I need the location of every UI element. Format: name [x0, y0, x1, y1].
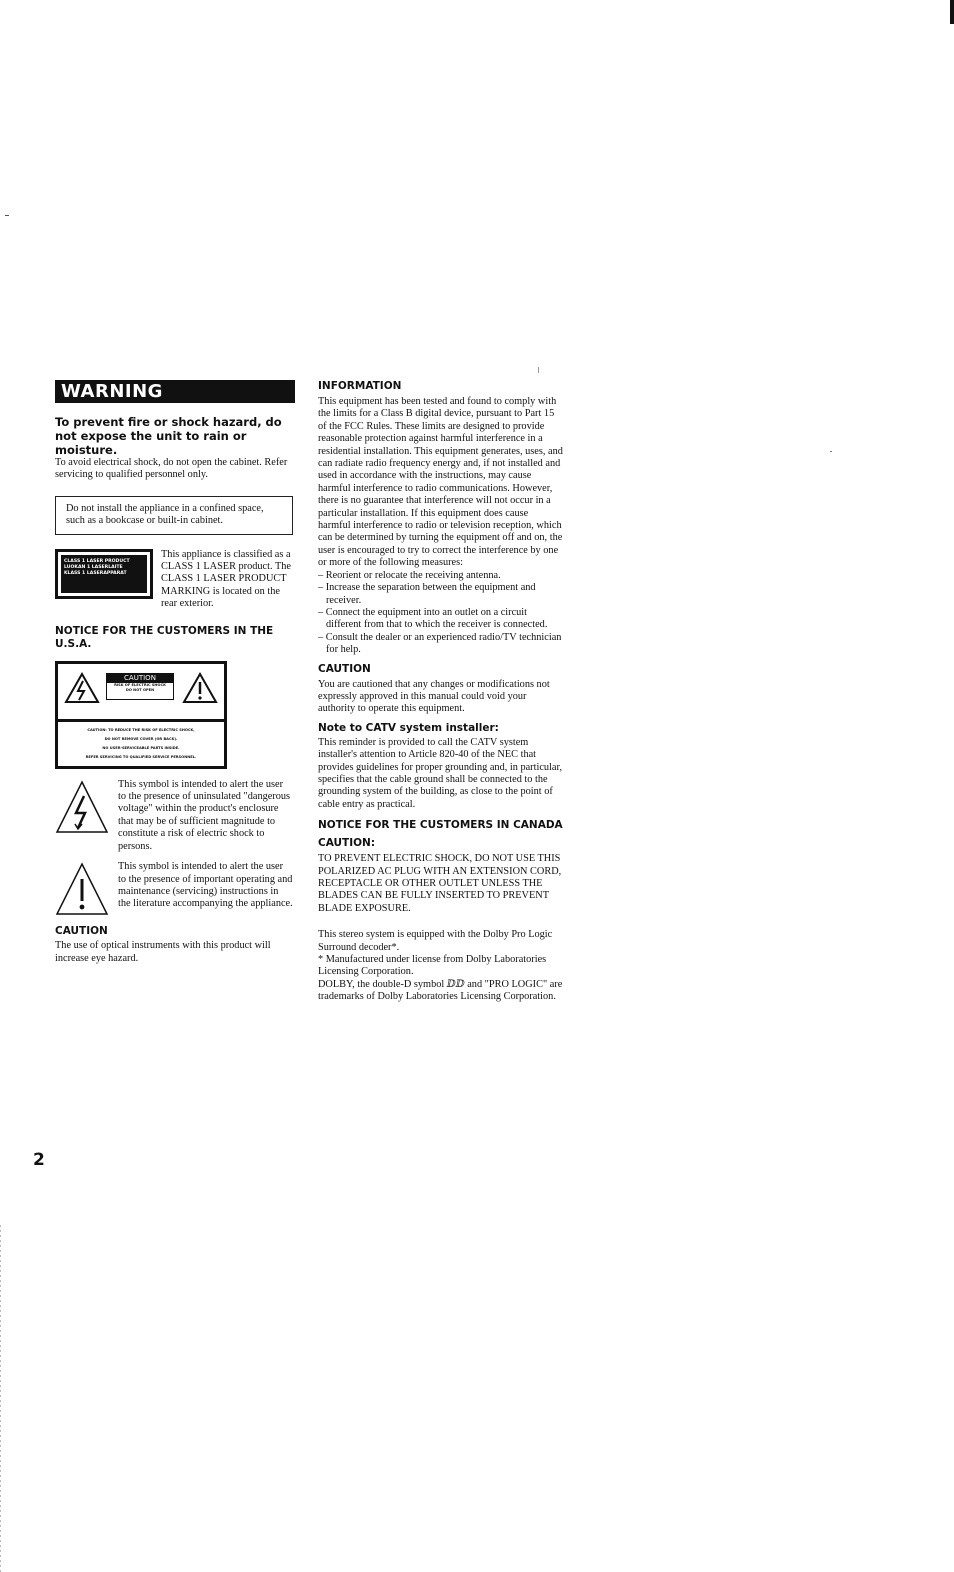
- plate-caution-label: [106, 673, 174, 700]
- page-number: 2: [33, 1150, 45, 1170]
- dolby-text: This stereo system is equipped with the Dolby Pro Logic Surround decoder*.: [318, 929, 553, 953]
- canada-caution-text: TO PREVENT ELECTRIC SHOCK, DO NOT USE THIS POLARIZED AC PLUG WITH AN EXTENSION CORD, RECEPTACLE OR OTHER OUTLET UNLESS THE BLADES CAN BE FULLY INSERTED TO PREVENT BLADE EXPOSURE.: [318, 853, 562, 914]
- voltage-symbol-row: [55, 779, 295, 853]
- right-column: [318, 380, 563, 1004]
- list-item: – Reorient or relocate the receiving antenna.: [318, 569, 501, 581]
- voltage-symbol-text: This symbol is intended to alert the user to the presence of uninsulated "dangerous voltage" within the product's enclosure that may be of sufficient magnitude to constitute a risk of electric shock to persons.: [118, 778, 291, 852]
- left-caution-heading: CAUTION: [55, 925, 108, 938]
- corner-registration-mark: [950, 0, 954, 24]
- canada-heading: NOTICE FOR THE CUSTOMERS IN CANADA: [318, 819, 563, 832]
- laser-label-line: CLASS 1 LASER PRODUCT: [64, 558, 130, 564]
- exclamation-triangle-icon: [182, 672, 218, 704]
- laser-label-line: KLASS 1 LASERAPPARAT: [64, 570, 127, 576]
- edge-line: [0, 1225, 1, 1572]
- trademark-text: DOLBY, the double-D symbol ⅅⅅ and "PRO LOGIC" are trademarks of Dolby Laboratories Licensing Corporation.: [318, 978, 563, 1003]
- information-text: This equipment has been tested and found to comply with the limits for a Class B digital device, pursuant to Part 15 of the FCC Rules. These limits are designed to provide reasonable protection against harmful interference in a residential installation. This equipment generates, uses, and can radiate radio frequency energy and, if not installed and used in accordance with the instructions, may cause harmful interference to radio communications. However, there is no guarantee that interference will not occur in a particular installation. If this equipment does cause harmful interference to radio or television reception, which can be determined by turning the equipment off and on, the user is encouraged to try to correct the interference by one or more of the following measures:: [318, 396, 563, 569]
- list-item: – Consult the dealer or an experienced radio/TV technician for help.: [318, 631, 562, 656]
- catv-text: This reminder is provided to call the CATV system installer's attention to Article 820-40 of the NEC that provides guidelines for proper grounding and, in particular, specifies that the cable ground shall be connected to the grounding system of the building, as close to the point of cable entry as practical.: [318, 736, 563, 810]
- confined-space-box: [55, 496, 293, 535]
- confined-space-text: Do not install the appliance in a confined space, such as a bookcase or built-in cabinet.: [66, 502, 264, 527]
- scan-mark: [538, 367, 539, 373]
- plate-line: NO USER-SERVICEABLE PARTS INSIDE.: [102, 745, 180, 750]
- lightning-triangle-icon: [64, 672, 100, 704]
- canada-caution-heading: CAUTION:: [318, 837, 376, 850]
- warning-title: WARNING: [55, 380, 295, 403]
- caution-plate: [55, 661, 227, 769]
- laser-class-text: This appliance is classified as a CLASS 1 LASER product. The CLASS 1 LASER PRODUCT MARKING is located on the rear exterior.: [161, 548, 291, 610]
- margin-tick: [5, 215, 9, 216]
- information-heading: INFORMATION: [318, 380, 402, 392]
- list-item: – Connect the equipment into an outlet on a circuit different from that to which the receiver is connected.: [318, 606, 548, 631]
- plate-sub-text: DO NOT OPEN: [125, 687, 155, 692]
- catv-heading: Note to CATV system installer:: [318, 721, 499, 734]
- laser-product-label: [55, 549, 153, 599]
- right-caution-text: You are cautioned that any changes or modifications not expressly approved in this manual could void your authority to operate this equipment.: [318, 678, 550, 715]
- plate-line: DO NOT REMOVE COVER (OR BACK).: [104, 736, 178, 741]
- plate-sub-text: RISK OF ELECTRIC SHOCK: [114, 682, 166, 687]
- shock-text: To avoid electrical shock, do not open the cabinet. Refer servicing to qualified personnel only.: [55, 457, 288, 481]
- plate-line: CAUTION: TO REDUCE THE RISK OF ELECTRIC SHOCK,: [87, 727, 195, 732]
- instructions-symbol-row: [55, 861, 295, 917]
- left-column: [55, 380, 295, 965]
- plate-line: REFER SERVICING TO QUALIFIED SERVICE PERSONNEL.: [85, 754, 197, 759]
- instructions-symbol-text: This symbol is intended to alert the user to the presence of important operating and maintenance (servicing) instructions in the literature accompanying the appliance.: [118, 861, 293, 910]
- measures-list: [318, 570, 563, 657]
- scan-dot: [830, 451, 832, 452]
- list-item: – Increase the separation between the equipment and receiver.: [318, 582, 536, 606]
- laser-section: [55, 549, 295, 611]
- notice-usa-heading: NOTICE FOR THE CUSTOMERS IN THE U.S.A.: [55, 624, 274, 650]
- laser-label-line: LUOKAN 1 LASERLAITE: [64, 564, 123, 570]
- right-caution-heading: CAUTION: [318, 662, 371, 675]
- hazard-heading: To prevent fire or shock hazard, do not expose the unit to rain or moisture.: [55, 415, 282, 457]
- license-text: * Manufactured under license from Dolby Laboratories Licensing Corporation.: [318, 954, 547, 978]
- lightning-triangle-icon: [55, 779, 110, 835]
- plate-caution-text: CAUTION: [107, 674, 173, 683]
- exclamation-triangle-icon: [55, 861, 110, 917]
- left-caution-text: The use of optical instruments with this product will increase eye hazard.: [55, 940, 271, 964]
